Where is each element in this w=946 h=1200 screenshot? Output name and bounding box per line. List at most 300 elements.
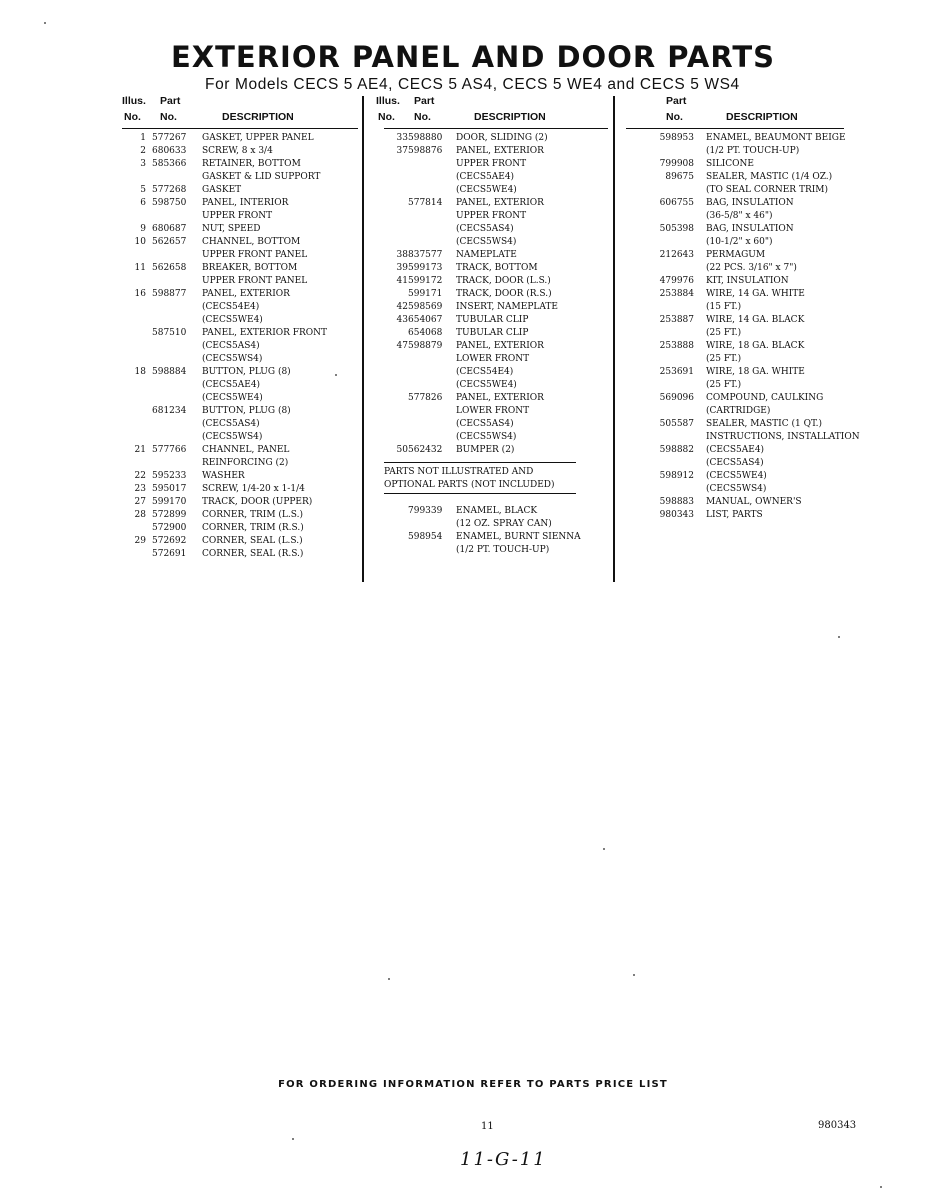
illus-number: 6 — [140, 198, 146, 208]
illus-no-header-label: No. — [378, 111, 395, 123]
part-description: TUBULAR CLIP — [456, 328, 529, 338]
parts-row — [384, 145, 608, 158]
parts-row — [626, 353, 896, 366]
part-description: ENAMEL, BURNT SIENNA — [456, 532, 581, 542]
parts-row — [384, 223, 608, 236]
part-number: 598884 — [152, 367, 187, 377]
column-2-rows — [384, 129, 608, 457]
scan-speck — [880, 1186, 882, 1188]
part-description: WIRE, 14 GA. BLACK — [706, 315, 805, 325]
part-number: 562658 — [152, 263, 187, 273]
part-description: COMPOUND, CAULKING — [706, 393, 824, 403]
part-number: 598954 — [408, 532, 443, 542]
part-number: 980343 — [659, 510, 694, 520]
part-description: (1/2 PT. TOUCH-UP) — [456, 545, 550, 555]
part-number: 577267 — [152, 133, 187, 143]
parts-row — [122, 340, 358, 353]
scan-speck — [335, 374, 337, 376]
parts-row — [626, 132, 896, 145]
parts-row — [122, 145, 358, 158]
illus-number: 10 — [134, 237, 146, 247]
illus-number: 38 — [396, 250, 408, 260]
part-description: (CECS5WE4) — [706, 471, 767, 481]
parts-column-2 — [376, 94, 608, 557]
parts-row — [626, 210, 896, 223]
part-description: (36-5/8" x 46") — [706, 211, 773, 221]
parts-row — [384, 314, 608, 327]
part-description: PANEL, EXTERIOR — [202, 289, 290, 299]
illus-header-label: Illus. — [122, 95, 146, 107]
illus-number: 47 — [396, 341, 408, 351]
part-description: PANEL, EXTERIOR — [456, 146, 544, 156]
parts-row — [122, 496, 358, 509]
part-description: (CECS5AE4) — [456, 172, 515, 182]
part-number: 681234 — [152, 406, 187, 416]
part-description: (CECS5WS4) — [456, 432, 517, 442]
part-number: 572900 — [152, 523, 187, 533]
part-description: (CECS5WS4) — [202, 432, 263, 442]
part-number: 599170 — [152, 497, 187, 507]
part-description: UPPER FRONT PANEL — [202, 276, 308, 286]
part-number: 562657 — [152, 237, 187, 247]
column-divider-2 — [613, 96, 615, 582]
part-description: (12 OZ. SPRAY CAN) — [456, 519, 552, 529]
part-number: 799339 — [408, 506, 443, 516]
part-description: PANEL, INTERIOR — [202, 198, 289, 208]
part-number: 577814 — [408, 198, 443, 208]
part-description: PANEL, EXTERIOR — [456, 341, 544, 351]
part-description: (CECS5WE4) — [202, 393, 263, 403]
part-number: 598569 — [408, 302, 443, 312]
part-number: 599172 — [408, 276, 443, 286]
part-description: TRACK, BOTTOM — [456, 263, 538, 273]
page-number: 11 — [481, 1121, 494, 1132]
part-description: (CECS54E4) — [456, 367, 514, 377]
parts-row — [122, 262, 358, 275]
part-no-header-label: No. — [666, 111, 683, 123]
part-description: PANEL, EXTERIOR — [456, 393, 544, 403]
part-description: (CECS54E4) — [202, 302, 260, 312]
part-description: KIT, INSULATION — [706, 276, 789, 286]
illus-number: 1 — [140, 133, 146, 143]
parts-column-3 — [626, 94, 896, 522]
part-number: 598953 — [659, 133, 694, 143]
description-header-label: DESCRIPTION — [474, 111, 546, 123]
optional-parts-rows — [384, 494, 608, 557]
parts-row — [384, 158, 608, 171]
part-description: (10-1/2" x 60") — [706, 237, 773, 247]
part-description: (CECS5AS4) — [202, 341, 260, 351]
parts-row — [122, 314, 358, 327]
column-1-header — [122, 94, 358, 129]
parts-row — [122, 223, 358, 236]
part-description: (CECS5WE4) — [202, 315, 263, 325]
part-description: (CECS5WS4) — [202, 354, 263, 364]
part-description: GASKET, UPPER PANEL — [202, 133, 314, 143]
part-description: TUBULAR CLIP — [456, 315, 529, 325]
not-illustrated-note-line-2: OPTIONAL PARTS (NOT INCLUDED) — [384, 479, 576, 494]
illus-number: 29 — [134, 536, 146, 546]
illus-number: 42 — [396, 302, 408, 312]
part-description: WIRE, 18 GA. WHITE — [706, 367, 805, 377]
part-description: WIRE, 14 GA. WHITE — [706, 289, 805, 299]
illus-number: 3 — [140, 159, 146, 169]
part-description: (CECS5WE4) — [456, 185, 517, 195]
parts-row — [626, 327, 896, 340]
document-code: 980343 — [818, 1120, 857, 1131]
part-description: (CECS5AS4) — [706, 458, 764, 468]
parts-row — [122, 431, 358, 444]
not-illustrated-note — [384, 462, 576, 494]
parts-row — [122, 444, 358, 457]
part-description: CORNER, TRIM (R.S.) — [202, 523, 304, 533]
illus-no-header-label: No. — [124, 111, 141, 123]
part-description: (CECS5AE4) — [706, 445, 765, 455]
part-number: 595017 — [152, 484, 187, 494]
parts-row — [384, 301, 608, 314]
parts-row — [384, 132, 608, 145]
part-header-label: Part — [414, 95, 435, 107]
illus-number: 50 — [396, 445, 408, 455]
description-header-label: DESCRIPTION — [222, 111, 294, 123]
page-title: EXTERIOR PANEL AND DOOR PARTS — [170, 40, 776, 74]
part-description: TRACK, DOOR (L.S.) — [456, 276, 551, 286]
part-description: (CECS5AE4) — [202, 380, 261, 390]
part-description: SCREW, 8 x 3/4 — [202, 146, 273, 156]
part-number: 562432 — [408, 445, 443, 455]
part-description: SILICONE — [706, 159, 754, 169]
part-number: 680687 — [152, 224, 187, 234]
part-description: BAG, INSULATION — [706, 224, 794, 234]
part-number: 599171 — [408, 289, 443, 299]
part-description: INSTRUCTIONS, INSTALLATION — [706, 432, 860, 442]
part-description: DOOR, SLIDING (2) — [456, 133, 548, 143]
parts-row — [384, 418, 608, 431]
illus-number: 39 — [396, 263, 408, 273]
part-number: 479976 — [659, 276, 694, 286]
parts-row — [122, 509, 358, 522]
parts-row — [384, 249, 608, 262]
part-number: 598882 — [659, 445, 694, 455]
parts-row — [122, 392, 358, 405]
part-description: PANEL, EXTERIOR — [456, 198, 544, 208]
scan-speck — [388, 978, 390, 980]
parts-row — [384, 327, 608, 340]
parts-row — [384, 518, 608, 531]
part-number: 253884 — [659, 289, 694, 299]
part-description: (25 FT.) — [706, 354, 742, 364]
parts-row — [122, 197, 358, 210]
part-description: (25 FT.) — [706, 328, 742, 338]
parts-row — [626, 457, 896, 470]
scan-speck — [292, 1138, 294, 1140]
part-number: 595233 — [152, 471, 187, 481]
illus-number: 37 — [396, 146, 408, 156]
illus-number: 16 — [134, 289, 146, 299]
part-number: 577268 — [152, 185, 187, 195]
part-number: 598883 — [659, 497, 694, 507]
parts-row — [122, 418, 358, 431]
illus-number: 28 — [134, 510, 146, 520]
scan-speck — [633, 974, 635, 976]
part-number: 212643 — [659, 250, 694, 260]
parts-row — [384, 444, 608, 457]
parts-row — [626, 379, 896, 392]
column-divider-1 — [362, 96, 364, 582]
illus-number: 18 — [134, 367, 146, 377]
parts-row — [626, 366, 896, 379]
scan-speck — [44, 22, 46, 24]
part-description: BAG, INSULATION — [706, 198, 794, 208]
part-number: 599173 — [408, 263, 443, 273]
parts-row — [384, 197, 608, 210]
part-description: (1/2 PT. TOUCH-UP) — [706, 146, 800, 156]
description-header-label: DESCRIPTION — [726, 111, 798, 123]
parts-row — [384, 505, 608, 518]
parts-row — [122, 158, 358, 171]
part-number: 585366 — [152, 159, 187, 169]
parts-row — [384, 275, 608, 288]
part-number: 89675 — [665, 172, 694, 182]
part-description: CHANNEL, BOTTOM — [202, 237, 301, 247]
parts-row — [122, 379, 358, 392]
part-number: 598877 — [152, 289, 187, 299]
part-description: (CECS5AS4) — [202, 419, 260, 429]
part-description: (CECS5AS4) — [456, 224, 514, 234]
part-description: CORNER, SEAL (L.S.) — [202, 536, 303, 546]
part-number: 654068 — [408, 328, 443, 338]
parts-row — [626, 223, 896, 236]
parts-row — [122, 522, 358, 535]
part-description: (TO SEAL CORNER TRIM) — [706, 185, 829, 195]
parts-row — [626, 431, 896, 444]
column-1-rows — [122, 129, 358, 561]
column-3-header — [626, 94, 844, 129]
part-number: 505587 — [659, 419, 694, 429]
parts-row — [626, 171, 896, 184]
part-description: BUTTON, PLUG (8) — [202, 367, 291, 377]
part-description: CHANNEL, PANEL — [202, 445, 290, 455]
parts-row — [122, 275, 358, 288]
page-subtitle: For Models CECS 5 AE4, CECS 5 AS4, CECS 5 WE4 and CECS 5 WS4 — [205, 76, 740, 93]
part-number: 654067 — [408, 315, 443, 325]
scan-speck — [603, 848, 605, 850]
parts-row — [626, 288, 896, 301]
part-description: UPPER FRONT PANEL — [202, 250, 308, 260]
parts-row — [122, 171, 358, 184]
parts-row — [626, 496, 896, 509]
parts-row — [626, 275, 896, 288]
part-description: UPPER FRONT — [202, 211, 273, 221]
parts-row — [626, 509, 896, 522]
part-number: 837577 — [408, 250, 443, 260]
part-no-header-label: No. — [414, 111, 431, 123]
column-3-rows — [626, 129, 896, 522]
scan-speck — [838, 636, 840, 638]
illus-number: 23 — [134, 484, 146, 494]
parts-row — [384, 531, 608, 544]
part-description: MANUAL, OWNER'S — [706, 497, 802, 507]
parts-row — [626, 158, 896, 171]
parts-row — [122, 535, 358, 548]
part-header-label: Part — [160, 95, 181, 107]
part-number: 572899 — [152, 510, 187, 520]
parts-row — [626, 262, 896, 275]
part-number: 572692 — [152, 536, 187, 546]
handwritten-note: 11-G-11 — [460, 1149, 547, 1170]
part-description: TRACK, DOOR (R.S.) — [456, 289, 552, 299]
parts-row — [122, 184, 358, 197]
parts-row — [384, 171, 608, 184]
parts-row — [122, 470, 358, 483]
parts-row — [384, 288, 608, 301]
parts-row — [122, 132, 358, 145]
part-description: (CECS5WS4) — [456, 237, 517, 247]
part-description: WASHER — [202, 471, 245, 481]
part-description: NAMEPLATE — [456, 250, 517, 260]
parts-row — [626, 301, 896, 314]
part-number: 572691 — [152, 549, 187, 559]
part-description: NUT, SPEED — [202, 224, 261, 234]
parts-row — [384, 379, 608, 392]
parts-row — [626, 249, 896, 262]
part-description: UPPER FRONT — [456, 211, 527, 221]
part-description: GASKET & LID SUPPORT — [202, 172, 321, 182]
illus-number: 33 — [396, 133, 408, 143]
parts-row — [384, 236, 608, 249]
part-description: (CECS5WE4) — [456, 380, 517, 390]
parts-row — [122, 288, 358, 301]
part-description: (25 FT.) — [706, 380, 742, 390]
illus-number: 5 — [140, 185, 146, 195]
part-description: UPPER FRONT — [456, 159, 527, 169]
part-number: 253691 — [659, 367, 694, 377]
parts-row — [626, 483, 896, 496]
parts-row — [626, 314, 896, 327]
parts-row — [122, 236, 358, 249]
part-number: 505398 — [659, 224, 694, 234]
parts-row — [626, 236, 896, 249]
part-description: (CECS5AS4) — [456, 419, 514, 429]
not-illustrated-note-line-1: PARTS NOT ILLUSTRATED AND — [384, 467, 534, 477]
part-number: 799908 — [659, 159, 694, 169]
illus-number: 22 — [134, 471, 146, 481]
part-description: WIRE, 18 GA. BLACK — [706, 341, 805, 351]
part-description: SEALER, MASTIC (1 QT.) — [706, 419, 822, 429]
parts-row — [384, 405, 608, 418]
part-number: 598912 — [659, 471, 694, 481]
part-description: SEALER, MASTIC (1/4 OZ.) — [706, 172, 833, 182]
part-description: BUTTON, PLUG (8) — [202, 406, 291, 416]
part-description: GASKET — [202, 185, 242, 195]
part-description: TRACK, DOOR (UPPER) — [202, 497, 313, 507]
column-2-header — [376, 94, 608, 129]
part-description: LIST, PARTS — [706, 510, 763, 520]
part-number: 598750 — [152, 198, 187, 208]
parts-row — [626, 197, 896, 210]
parts-row — [626, 392, 896, 405]
part-header-label: Part — [666, 95, 687, 107]
parts-row — [122, 366, 358, 379]
part-description: PANEL, EXTERIOR FRONT — [202, 328, 328, 338]
part-description: CORNER, SEAL (R.S.) — [202, 549, 304, 559]
illus-number: 43 — [396, 315, 408, 325]
parts-row — [122, 249, 358, 262]
part-description: ENAMEL, BLACK — [456, 506, 538, 516]
parts-row — [384, 392, 608, 405]
parts-row — [122, 548, 358, 561]
illus-number: 9 — [140, 224, 146, 234]
part-number: 606755 — [659, 198, 694, 208]
parts-row — [626, 145, 896, 158]
part-description: CORNER, TRIM (L.S.) — [202, 510, 303, 520]
parts-row — [122, 457, 358, 470]
parts-row — [384, 340, 608, 353]
illus-number: 27 — [134, 497, 146, 507]
part-description: ENAMEL, BEAUMONT BEIGE — [706, 133, 846, 143]
part-number: 253887 — [659, 315, 694, 325]
part-description: (CECS5WS4) — [706, 484, 767, 494]
part-description: INSERT, NAMEPLATE — [456, 302, 558, 312]
parts-row — [384, 544, 608, 557]
illus-number: 41 — [396, 276, 408, 286]
part-number: 598876 — [408, 146, 443, 156]
part-number: 598880 — [408, 133, 443, 143]
part-description: PERMAGUM — [706, 250, 766, 260]
parts-row — [122, 210, 358, 223]
illus-number: 21 — [134, 445, 146, 455]
part-number: 587510 — [152, 328, 187, 338]
part-description: SCREW, 1/4-20 x 1-1/4 — [202, 484, 305, 494]
part-number: 577766 — [152, 445, 187, 455]
parts-row — [384, 262, 608, 275]
illus-number: 2 — [140, 146, 146, 156]
part-number: 253888 — [659, 341, 694, 351]
illus-header-label: Illus. — [376, 95, 400, 107]
part-description: LOWER FRONT — [456, 354, 530, 364]
part-description: BREAKER, BOTTOM — [202, 263, 298, 273]
parts-row — [122, 405, 358, 418]
parts-row — [384, 431, 608, 444]
part-description: (CARTRIDGE) — [706, 406, 771, 416]
parts-row — [122, 353, 358, 366]
part-number: 577826 — [408, 393, 443, 403]
illus-number: 11 — [134, 263, 146, 273]
part-number: 569096 — [659, 393, 694, 403]
parts-row — [626, 444, 896, 457]
parts-row — [122, 301, 358, 314]
parts-row — [626, 470, 896, 483]
part-description: RETAINER, BOTTOM — [202, 159, 301, 169]
parts-row — [384, 210, 608, 223]
part-description: (22 PCS. 3/16" x 7") — [706, 263, 797, 273]
part-number: 598879 — [408, 341, 443, 351]
parts-row — [384, 184, 608, 197]
part-description: LOWER FRONT — [456, 406, 530, 416]
parts-row — [626, 418, 896, 431]
parts-row — [122, 327, 358, 340]
parts-row — [384, 353, 608, 366]
part-description: (15 FT.) — [706, 302, 742, 312]
parts-row — [626, 184, 896, 197]
ordering-info-footer: FOR ORDERING INFORMATION REFER TO PARTS PRICE LIST — [278, 1079, 668, 1090]
part-no-header-label: No. — [160, 111, 177, 123]
part-number: 680633 — [152, 146, 187, 156]
part-description: REINFORCING (2) — [202, 458, 289, 468]
parts-row — [626, 340, 896, 353]
parts-row — [122, 483, 358, 496]
parts-row — [626, 405, 896, 418]
